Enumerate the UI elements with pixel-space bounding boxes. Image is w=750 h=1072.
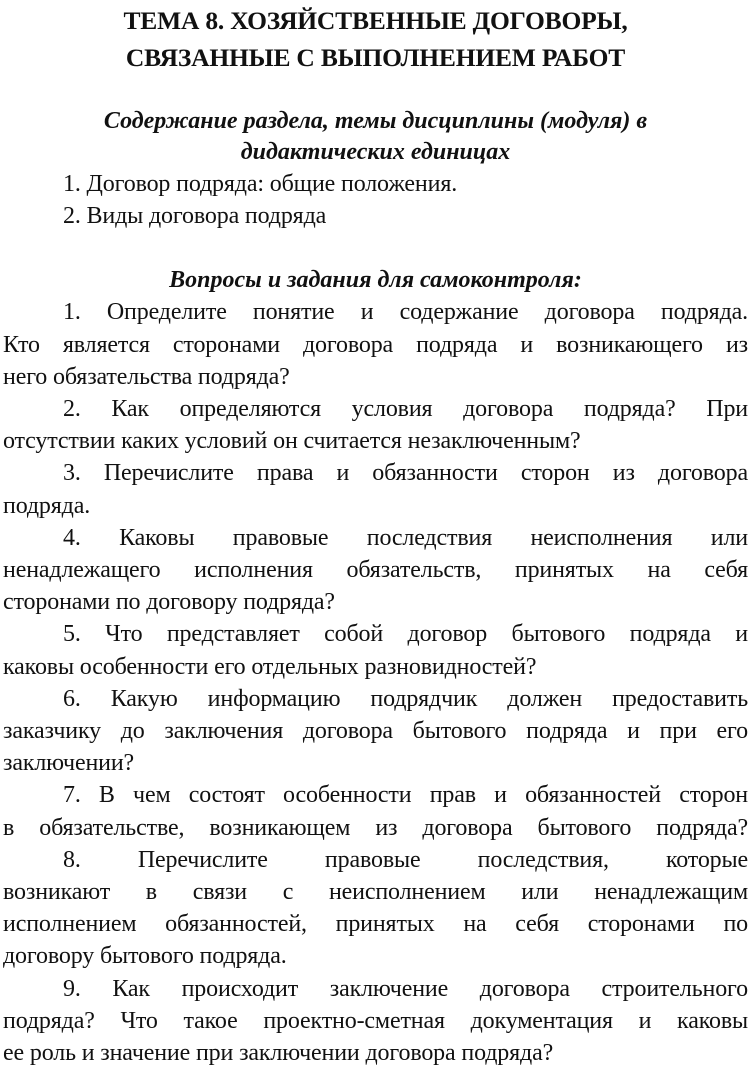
question-line: договору бытового подряда. xyxy=(3,943,287,970)
question-line: 6. Какую информацию подрядчик должен предоставить xyxy=(63,685,748,712)
question-line: возникают в связи с неисполнением или ненадлежащим xyxy=(3,879,748,906)
question-item xyxy=(3,779,748,843)
question-line: него обязательства подряда? xyxy=(3,363,290,390)
question-line: в обязательстве, возникающем из договора бытового подряда? xyxy=(3,814,748,841)
question-line: 8. Перечислите правовые последствия, которые xyxy=(63,846,748,873)
question-line: 2. Как определяются условия договора подряда? При xyxy=(63,396,748,423)
question-item xyxy=(3,522,748,619)
question-line: 3. Перечислите права и обязанности сторон из договора xyxy=(63,460,748,487)
question-line: 9. Как происходит заключение договора строительного xyxy=(63,975,748,1002)
question-line: заказчику до заключения договора бытового подряда и при его xyxy=(3,718,748,745)
question-line: 1. Определите понятие и содержание договора подряда. xyxy=(63,299,748,326)
content-item: 2. Виды договора подряда xyxy=(63,203,327,230)
question-line: исполнением обязанностей, принятых на себя сторонами по xyxy=(3,911,748,938)
question-line: Кто является сторонами договора подряда и возникающего из xyxy=(3,331,748,358)
question-line: 5. Что представляет собой договор бытового подряда и xyxy=(63,621,748,648)
topic-title-line: ТЕМА 8. ХОЗЯЙСТВЕННЫЕ ДОГОВОРЫ, xyxy=(123,6,628,35)
question-line: каковы особенности его отдельных разновидностей? xyxy=(3,653,537,680)
question-item xyxy=(3,296,748,393)
question-item xyxy=(3,683,748,780)
question-line: ненадлежащего исполнения обязательств, принятых на себя xyxy=(3,557,748,584)
question-line: заключении? xyxy=(3,750,135,777)
question-line: подряда. xyxy=(3,492,91,519)
content-list xyxy=(3,168,748,232)
question-line: сторонами по договору подряда? xyxy=(3,589,335,616)
content-item: 1. Договор подряда: общие положения. xyxy=(63,171,458,197)
content-heading-line: Содержание раздела, темы дисциплины (модуля) в xyxy=(103,108,648,134)
question-line: ее роль и значение при заключении договора подряда? xyxy=(3,1040,554,1067)
content-heading-line: дидактических единицах xyxy=(240,139,511,165)
question-line: подряда? Что такое проектно-сметная документация и каковы xyxy=(3,1007,748,1034)
questions-list xyxy=(3,296,748,1069)
question-item xyxy=(3,393,748,457)
topic-title-line: СВЯЗАННЫЕ С ВЫПОЛНЕНИЕМ РАБОТ xyxy=(125,43,626,72)
question-item xyxy=(3,844,748,973)
question-line: 4. Каковы правовые последствия неисполнения или xyxy=(63,524,748,551)
question-line: отсутствии каких условий он считается незаключенным? xyxy=(3,428,581,455)
content-heading xyxy=(3,106,748,168)
question-item xyxy=(3,457,748,521)
questions-heading: Вопросы и задания для самоконтроля: xyxy=(169,267,582,294)
question-line: 7. В чем состоят особенности прав и обязанностей сторон xyxy=(63,782,748,809)
question-item xyxy=(3,618,748,682)
topic-title xyxy=(3,0,748,74)
question-item xyxy=(3,973,748,1070)
